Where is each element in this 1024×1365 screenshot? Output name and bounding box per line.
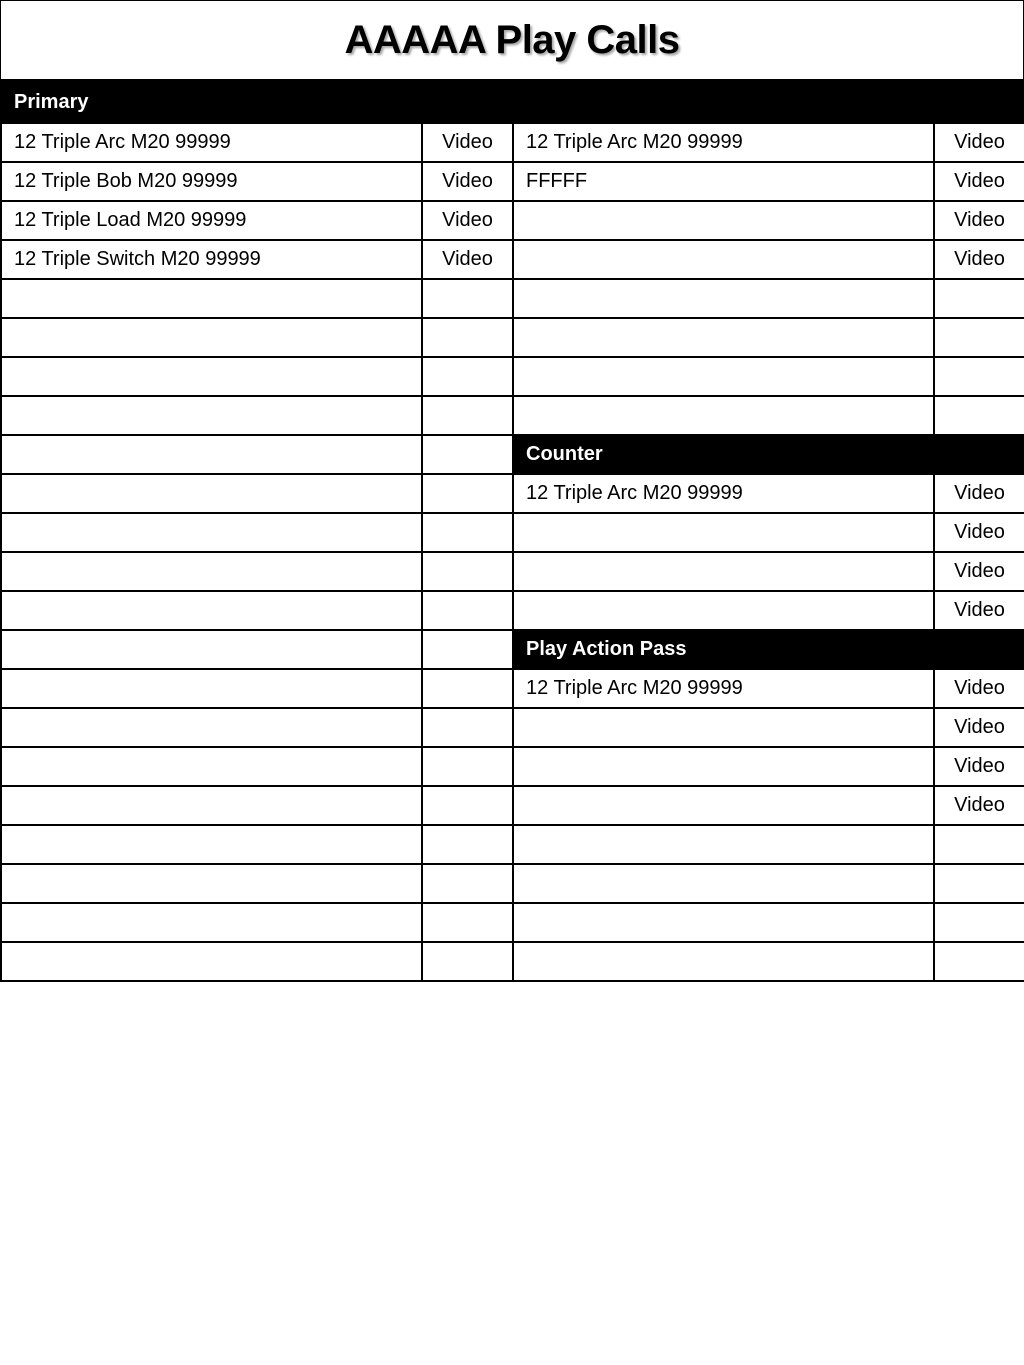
play-name-cell [1, 747, 422, 786]
play-calls-table [0, 80, 1024, 982]
video-link[interactable]: Video [934, 708, 1024, 747]
video-link[interactable]: Video [422, 162, 513, 201]
table-row [1, 864, 1024, 903]
table-row [1, 630, 1024, 669]
play-name-cell: 12 Triple Arc M20 99999 [513, 123, 934, 162]
video-link[interactable]: Video [934, 201, 1024, 240]
play-name-cell [513, 864, 934, 903]
section-label: Counter [513, 435, 1024, 474]
play-name-cell [1, 942, 422, 981]
section-label-primary: Primary [1, 81, 1024, 123]
video-link [934, 942, 1024, 981]
video-link [934, 318, 1024, 357]
play-name-cell [1, 279, 422, 318]
video-link [422, 552, 513, 591]
play-name-cell [513, 591, 934, 630]
table-row [1, 591, 1024, 630]
video-link[interactable]: Video [934, 474, 1024, 513]
video-link [422, 669, 513, 708]
play-name-cell [513, 903, 934, 942]
play-name-cell [513, 552, 934, 591]
section-label: Play Action Pass [513, 630, 1024, 669]
table-row [1, 747, 1024, 786]
video-link [422, 357, 513, 396]
play-name-cell [513, 942, 934, 981]
video-link [422, 630, 513, 669]
play-name-cell [1, 396, 422, 435]
video-link [422, 942, 513, 981]
table-row [1, 825, 1024, 864]
play-name-cell [1, 435, 422, 474]
table-row [1, 318, 1024, 357]
table-row [1, 240, 1024, 279]
play-name-cell [1, 708, 422, 747]
table-row [1, 474, 1024, 513]
table-row [1, 513, 1024, 552]
table-row [1, 279, 1024, 318]
play-name-cell [513, 357, 934, 396]
play-name-cell [1, 552, 422, 591]
video-link[interactable]: Video [934, 240, 1024, 279]
table-row [1, 942, 1024, 981]
play-name-cell [513, 396, 934, 435]
table-row [1, 162, 1024, 201]
video-link[interactable]: Video [934, 786, 1024, 825]
play-name-cell [1, 513, 422, 552]
play-name-cell: FFFFF [513, 162, 934, 201]
table-row [1, 669, 1024, 708]
play-name-cell [1, 903, 422, 942]
video-link[interactable]: Video [934, 552, 1024, 591]
play-name-cell [1, 864, 422, 903]
video-link [934, 903, 1024, 942]
play-name-cell [513, 825, 934, 864]
video-link [934, 357, 1024, 396]
video-link [422, 396, 513, 435]
play-name-cell [1, 669, 422, 708]
video-link [422, 279, 513, 318]
play-name-cell: 12 Triple Switch M20 99999 [1, 240, 422, 279]
play-name-cell [1, 318, 422, 357]
video-link[interactable]: Video [422, 240, 513, 279]
title-box [0, 0, 1024, 80]
play-name-cell [1, 474, 422, 513]
video-link [422, 474, 513, 513]
video-link[interactable]: Video [934, 669, 1024, 708]
play-name-cell [513, 786, 934, 825]
table-row [1, 552, 1024, 591]
video-link [934, 864, 1024, 903]
play-name-cell [513, 747, 934, 786]
table-row [1, 435, 1024, 474]
play-name-cell [513, 201, 934, 240]
table-row [1, 708, 1024, 747]
play-name-cell [1, 357, 422, 396]
video-link[interactable]: Video [934, 162, 1024, 201]
video-link [422, 786, 513, 825]
video-link [422, 903, 513, 942]
video-link [934, 396, 1024, 435]
play-name-cell: 12 Triple Arc M20 99999 [1, 123, 422, 162]
video-link [422, 435, 513, 474]
play-name-cell [513, 279, 934, 318]
play-name-cell [1, 786, 422, 825]
video-link [422, 318, 513, 357]
page-title: AAAAA Play Calls [344, 17, 680, 62]
table-row [1, 123, 1024, 162]
video-link [422, 747, 513, 786]
play-name-cell [513, 318, 934, 357]
table-row [1, 357, 1024, 396]
play-name-cell [1, 825, 422, 864]
video-link[interactable]: Video [934, 747, 1024, 786]
video-link[interactable]: Video [934, 591, 1024, 630]
video-link [934, 825, 1024, 864]
play-name-cell: 12 Triple Arc M20 99999 [513, 669, 934, 708]
table-row [1, 396, 1024, 435]
play-name-cell: 12 Triple Bob M20 99999 [1, 162, 422, 201]
video-link[interactable]: Video [422, 123, 513, 162]
video-link[interactable]: Video [934, 123, 1024, 162]
video-link [422, 591, 513, 630]
table-row [1, 786, 1024, 825]
video-link [934, 279, 1024, 318]
play-name-cell: 12 Triple Load M20 99999 [1, 201, 422, 240]
video-link [422, 513, 513, 552]
video-link[interactable]: Video [934, 513, 1024, 552]
play-name-cell [1, 630, 422, 669]
video-link [422, 864, 513, 903]
video-link [422, 825, 513, 864]
play-name-cell [513, 513, 934, 552]
video-link[interactable]: Video [422, 201, 513, 240]
play-name-cell [513, 240, 934, 279]
table-row [1, 903, 1024, 942]
video-link [422, 708, 513, 747]
play-name-cell: 12 Triple Arc M20 99999 [513, 474, 934, 513]
table-row [1, 201, 1024, 240]
play-name-cell [513, 708, 934, 747]
play-name-cell [1, 591, 422, 630]
section-header-primary [1, 81, 1024, 123]
